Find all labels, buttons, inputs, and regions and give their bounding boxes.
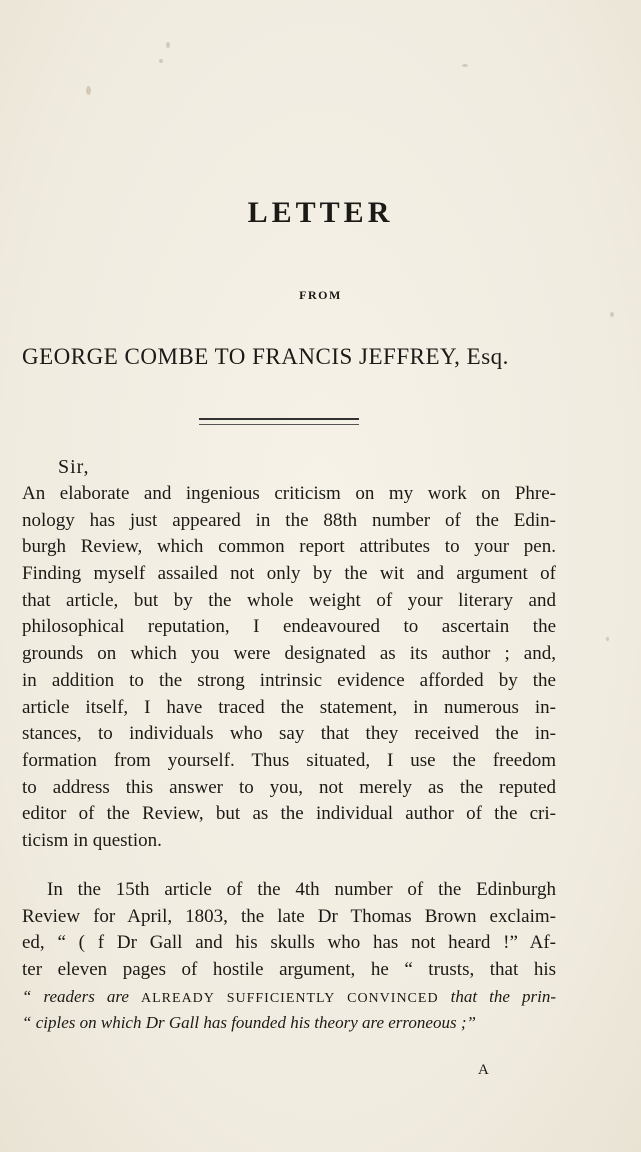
salutation: Sir,: [58, 456, 90, 478]
letter-heading: GEORGE COMBE TO FRANCIS JEFFREY, Esq.: [22, 344, 509, 369]
text-line: ter eleven pages of hostile argument, he “ trusts, that his: [22, 959, 556, 981]
text-line: philosophical reputation, I endeavoured to ascertain the: [22, 616, 556, 638]
paper-stain: [610, 312, 614, 317]
text-line: stances, to individuals who say that they received the in-: [22, 723, 556, 745]
text-line: nology has just appeared in the 88th number of the Edin-: [22, 509, 556, 531]
paragraph-2: [22, 877, 556, 1037]
text-line: Review for April, 1803, the late Dr Thomas Brown exclaim-: [22, 905, 556, 927]
italic-text: that the prin-: [438, 986, 556, 1006]
text-line: grounds on which you were designated as its author ; and,: [22, 643, 556, 665]
text-line: editor of the Review, but as the individual author of the cri-: [22, 803, 556, 825]
text-line: “ ciples on which Dr Gall has founded his theory are erroneous ;”: [22, 1013, 476, 1033]
text-line: ed, “ ( f Dr Gall and his skulls who has not heard !” Af-: [22, 932, 556, 954]
text-line: to address this answer to you, not merely as the reputed: [22, 776, 556, 798]
text-line: ticism in question.: [22, 829, 162, 851]
paper-stain: [462, 64, 468, 67]
text-line: in addition to the strong intrinsic evidence afforded by the: [22, 669, 556, 691]
signature-mark: A: [478, 1062, 489, 1078]
divider-rule: [199, 418, 359, 425]
text-line: Finding myself assailed not only by the wit and argument of: [22, 563, 556, 585]
text-line: An elaborate and ingenious criticism on my work on Phre-: [22, 483, 556, 504]
text-line: burgh Review, which common report attributes to your pen.: [22, 536, 556, 558]
paragraph-1: [22, 481, 556, 855]
text-line: article itself, I have traced the statement, in numerous in-: [22, 696, 556, 718]
document-title: LETTER: [247, 196, 394, 229]
text-line: that article, but by the whole weight of your literary and: [22, 589, 556, 611]
paper-stain: [606, 637, 609, 641]
smallcaps-text: ALREADY SUFFICIENTLY CONVINCED: [141, 990, 439, 1006]
paper-stain: [86, 86, 91, 95]
text-line-mixed: [22, 984, 556, 1011]
italic-text: “ readers are: [22, 986, 142, 1006]
from-label: FROM: [299, 288, 342, 302]
paper-stain: [159, 59, 163, 63]
text-line: In the 15th article of the 4th number of the Edinburgh: [47, 879, 556, 900]
paper-stain: [166, 42, 170, 48]
text-line: formation from yourself. Thus situated, I use the freedom: [22, 749, 556, 771]
